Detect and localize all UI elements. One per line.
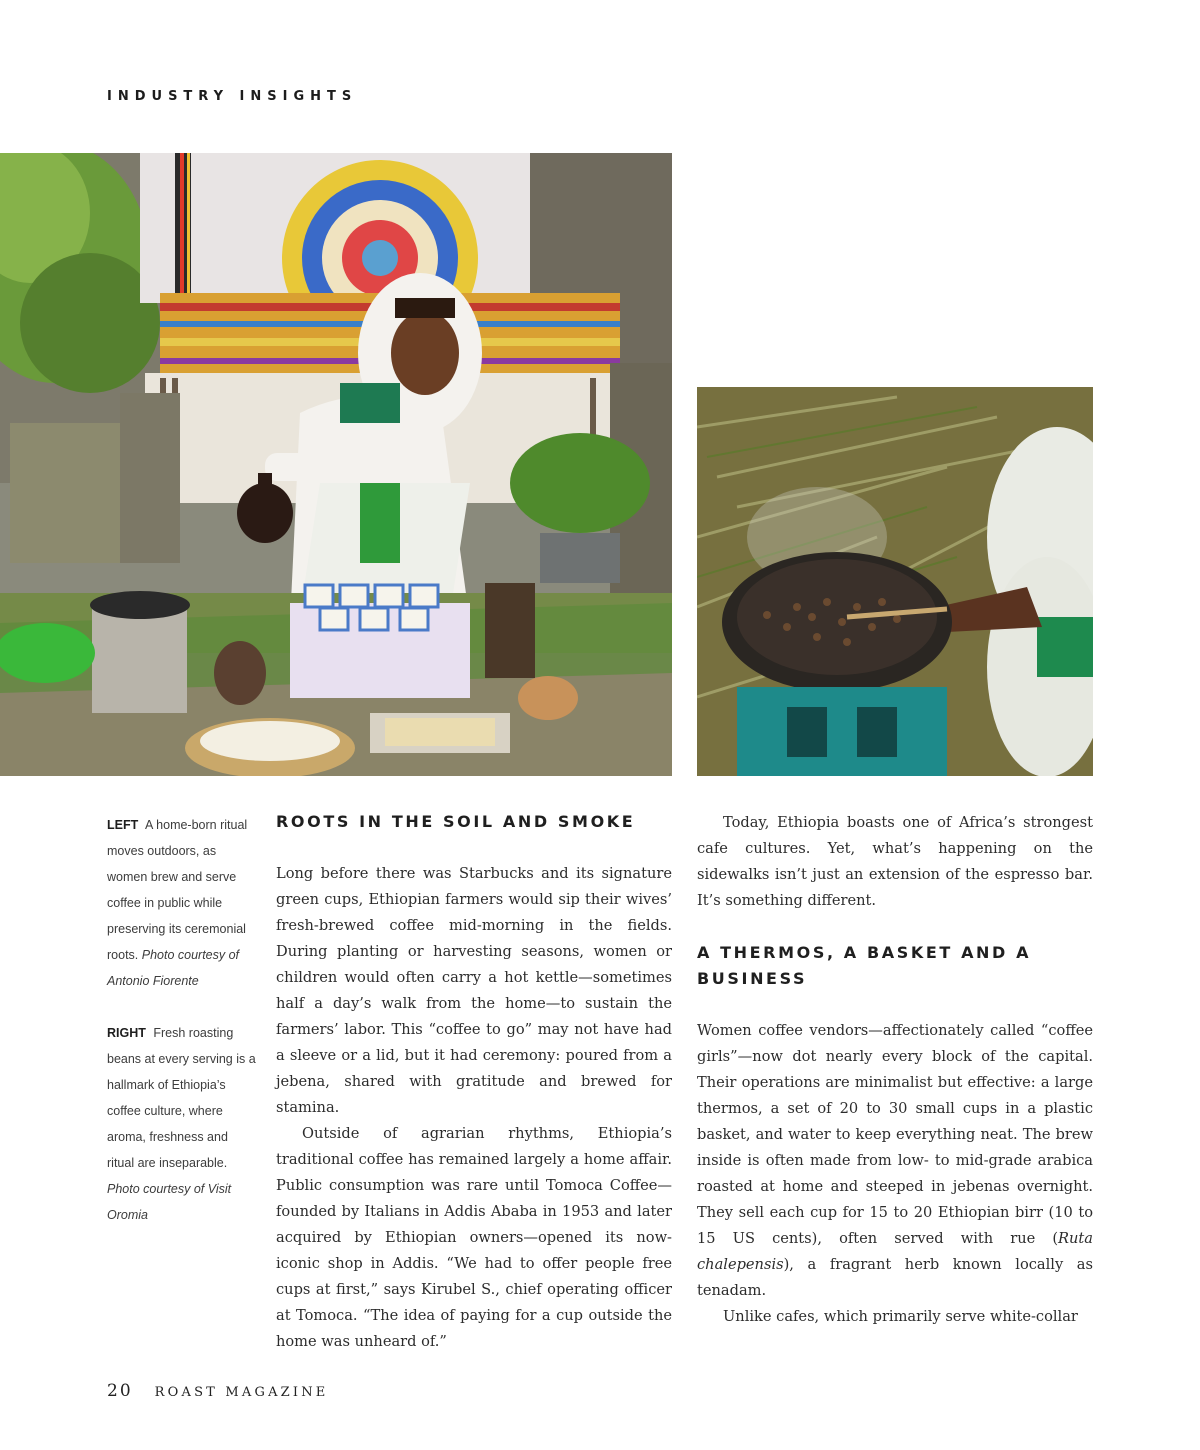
heading-thermos: A THERMOS, A BASKET AND A BUSINESS	[697, 943, 1032, 988]
page-number: 20	[107, 1381, 133, 1401]
article-column-right	[697, 810, 1093, 1330]
article-column-middle	[276, 810, 672, 1355]
caption-left-tag: LEFT	[107, 818, 139, 832]
caption-right-tag: RIGHT	[107, 1026, 146, 1040]
heading-roots: ROOTS IN THE SOIL AND SMOKE	[276, 812, 636, 831]
section-label: INDUSTRY INSIGHTS	[107, 89, 358, 104]
paragraph-4-start: Women coffee vendors—affectionately called “coffee girls”—now dot nearly every block of the capital. Their operations are minimalist but effective: a large thermos, a set of 20 to 30 small cups in a plastic basket, and water to keep everything neat. The brew inside is often made from low- to mid-grade arabica roasted at home and steeped in jebenas overnight. They sell each cup for 15 to 20 Ethiopian birr (10 to 15 US cents), often served with rue (	[697, 1022, 1093, 1247]
caption-left	[107, 812, 257, 994]
coffee-bean-roasting-photo	[697, 387, 1093, 776]
caption-left-credit: Photo courtesy of Antonio Fiorente	[107, 948, 240, 988]
magazine-name: ROAST MAGAZINE	[154, 1385, 329, 1400]
paragraph-5: Unlike cafes, which primarily serve white-collar	[723, 1308, 1078, 1325]
caption-right-text: Fresh roasting beans at every serving is a hallmark of Ethiopia’s coffee culture, where aroma, freshness and ritual are inseparable.	[107, 1026, 256, 1170]
caption-left-text: A home-born ritual moves outdoors, as women brew and serve coffee in public while preserving its ceremonial roots.	[107, 818, 248, 962]
caption-right-credit: Photo courtesy of Visit Oromia	[107, 1182, 232, 1222]
ethiopian-coffee-ceremony-photo	[0, 153, 672, 776]
page-footer	[107, 1381, 329, 1401]
paragraph-4-species: Ruta chalepensis	[697, 1230, 1093, 1273]
paragraph-2: Outside of agrarian rhythms, Ethiopia’s traditional coffee has remained largely a home affair. Public consumption was rare until Tomoca Coffee—founded by Italians in Addis Ababa in 1953 and later acquired by Ethiopian owners—opened its now-iconic shop in Addis. “We had to offer people free cups at first,” says Kirubel S., chief operating officer at Tomoca. “The idea of paying for a cup outside the home was unheard of.”	[276, 1125, 672, 1350]
paragraph-4	[697, 1018, 1093, 1304]
paragraph-3: Today, Ethiopia boasts one of Africa’s strongest cafe cultures. Yet, what’s happening on the sidewalks isn’t just an extension of the espresso bar. It’s something different.	[697, 814, 1093, 909]
photo-captions	[107, 812, 257, 1254]
paragraph-1: Long before there was Starbucks and its signature green cups, Ethiopian farmers would sip their wives’ fresh-brewed coffee mid-morning in the fields. During planting or harvesting seasons, women or children would often carry a hot kettle—sometimes half a day’s walk from the home—to sustain the farmers’ labor. This “coffee to go” may not have had a sleeve or a lid, but it had ceremony: poured from a jebena, shared with gratitude and brewed for stamina.	[276, 865, 672, 1116]
paragraph-4-end: ), a fragrant herb known locally as tenadam.	[697, 1256, 1093, 1299]
caption-right	[107, 1020, 257, 1228]
